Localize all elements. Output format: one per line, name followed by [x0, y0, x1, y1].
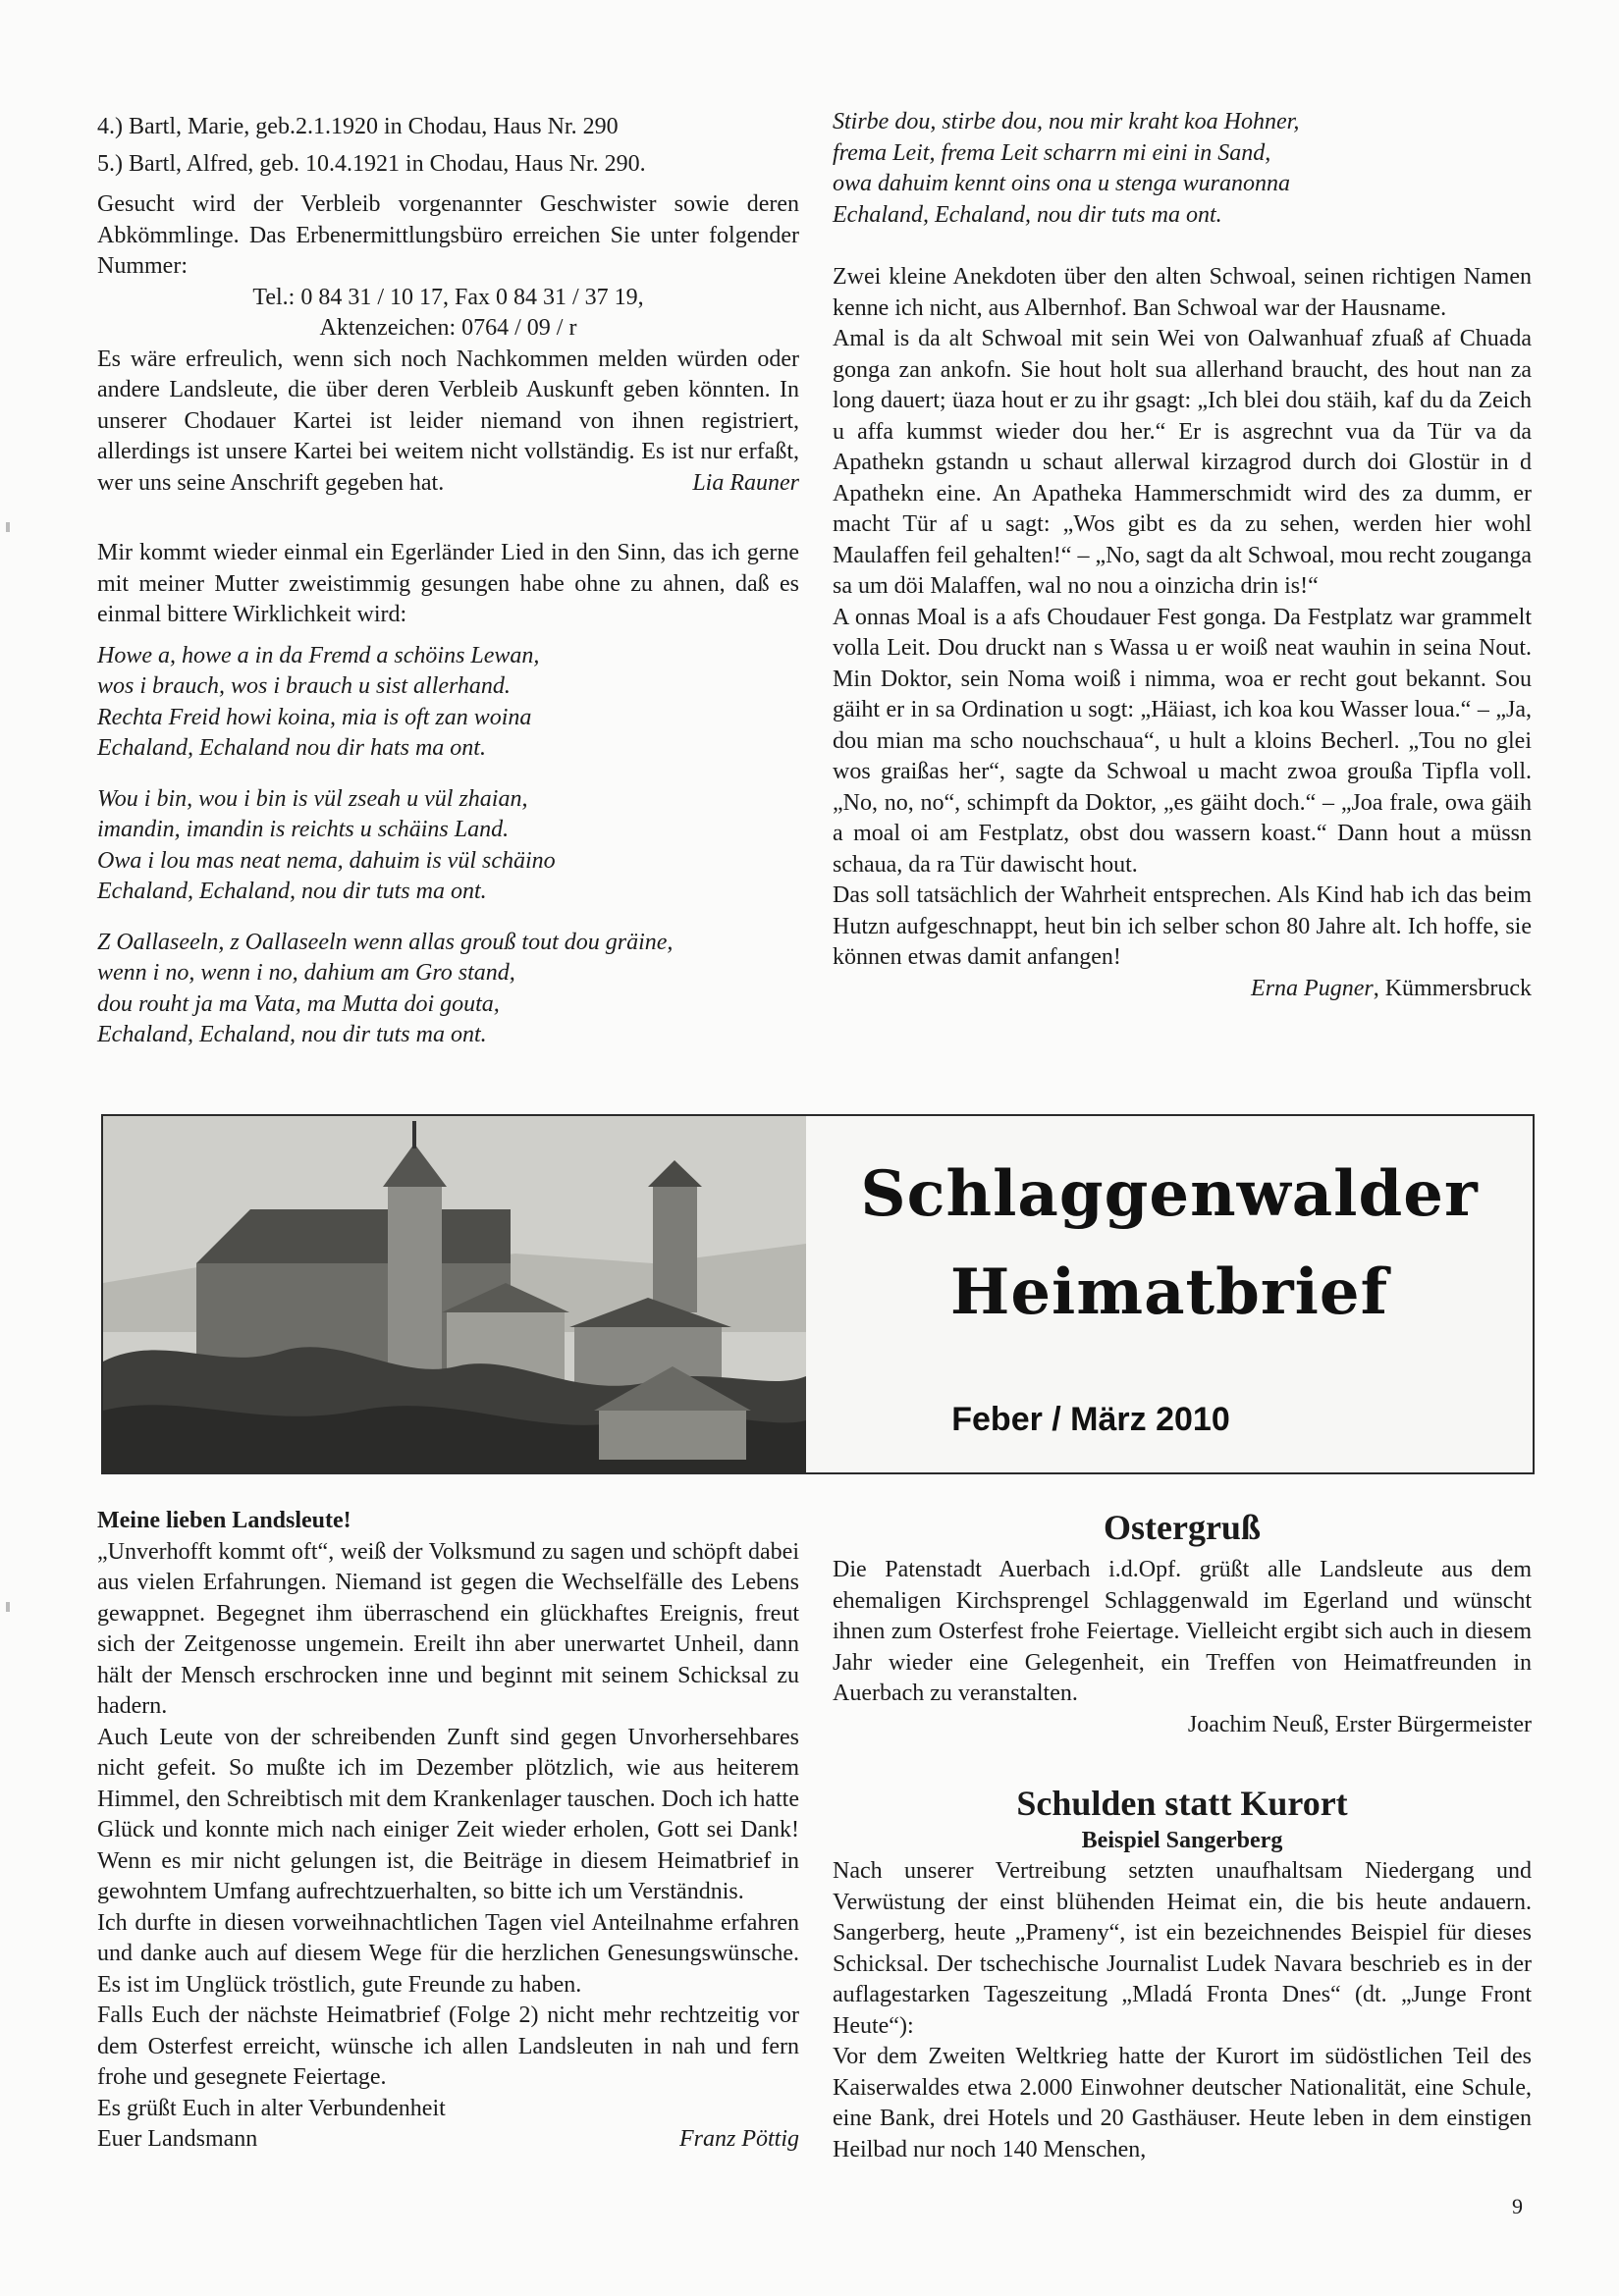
- section-heading: Ostergruß: [1104, 1508, 1261, 1547]
- verse-line: wos i brauch, wos i brauch u sist allerhand.: [97, 673, 511, 699]
- author-signature: Joachim Neuß, Erster Bürgermeister: [1187, 1711, 1532, 1737]
- paragraph: Falls Euch der nächste Heimatbrief (Folge 2) nicht mehr rechtzeitig vor dem Osterfest erreicht, wünsche ich allen Landsleuten in nah und fern frohe und gesegnete Feiertage.: [97, 2002, 799, 2090]
- verse-line: wenn i no, wenn i no, dahium am Gro stand,: [97, 960, 515, 986]
- paragraph: Zwei kleine Anekdoten über den alten Schwoal, seinen richtigen Namen kenne ich nicht, aus Albernhof. Ban Schwoal war der Hausname.: [833, 264, 1532, 321]
- file-reference: Aktenzeichen: 0764 / 09 / r: [319, 315, 577, 341]
- verse-line: Rechta Freid howi koina, mia is oft zan woina: [97, 704, 532, 730]
- verse-line: owa dahuim kennt oins ona u stenga wuranonna: [833, 171, 1290, 196]
- verse-line: Owa i lou mas neat nema, dahuim is vül schäino: [97, 847, 556, 874]
- paragraph: Nach unserer Vertreibung setzten unaufhaltsam Niedergang und Verwüstung der einst blühenden Heimat ein, die bis heute andauern. Sangerberg, heute „Prameny“, ist ein bezeichnendes Beispiel für dieses Schicksal. Der tschechische Journalist Ludek Navara beschrieb es in der auflagestarken Tageszeitung „Mladá Fronta Dnes“ (dt. „Junge Front Heute“):: [833, 1858, 1532, 2039]
- greeting: Meine lieben Landsleute!: [97, 1508, 351, 1533]
- verse-line: Echaland, Echaland, nou dir tuts ma ont.: [97, 1022, 487, 1047]
- paragraph: A onnas Moal is a afs Choudauer Fest gonga. Da Festplatz war grammelt volla Leit. Dou druckt nan s Wassa u er woiß neat wauhin in seina Nout. Min Doktor, sein Noma woiß i nimma, woa er recht gout bekannt. Sou gäiht er in sa Ordination u sogt: „Häiast, ich koa kou Wasser loua.“ – „Ja, dou mian ma scho nouchschaua“, u hult a kloins Becherl. „Tou no glei wos graißas her“, sagte da Schwoal u macht zwoa groußa Tipfla voll. „No, no, no“, schimpft da Doktor, „es gäiht doch.“ – „Joa frale, owa gäih a moal oi am Festplatz, obst dou wassern koast.“ Dann hout a müssn schaua, da ra Tür dawischt hout.: [833, 604, 1532, 878]
- paragraph: „Unverhofft kommt oft“, weiß der Volksmund zu sagen und schöpft dabei aus vielen Erfahrungen. Niemand ist gegen die Wechselfälle des Lebens gewappnet. Begegnet ihm überraschend ein glückhaftes Ereignis, freut sich der Zeitgenosse ungemein. Ereilt ihn aber unerwartet Unheil, dann hält der Mensch erschrocken inne und beginnt mit seinem Schicksal zu hadern.: [97, 1538, 799, 1719]
- right-top-column: [833, 107, 1532, 1004]
- church-town-image: [103, 1116, 806, 1472]
- author-signature: Franz Pöttig: [678, 2126, 799, 2152]
- telephone-line: Tel.: 0 84 31 / 10 17, Fax 0 84 31 / 37 19,: [252, 284, 644, 310]
- left-bottom-column: [97, 1506, 799, 2156]
- paragraph: Mir kommt wieder einmal ein Egerländer Lied in den Sinn, das ich gerne mit meiner Mutter zweistimmig gesungen habe ohne zu ahnen, daß es einmal bittere Wirklichkeit wird:: [97, 540, 799, 627]
- verse-line: dou rouht ja ma Vata, ma Mutta doi gouta,: [97, 990, 500, 1017]
- list-item: 4.) Bartl, Marie, geb.2.1.1920 in Chodau, Haus Nr. 290: [97, 114, 619, 139]
- song-verse-4: [833, 107, 1532, 231]
- masthead-title-line1: Schlaggenwalder: [860, 1157, 1479, 1231]
- paragraph: Ich durfte in diesen vorweihnachtlichen Tagen viel Anteilnahme erfahren und danke auch auf diesem Wege für die herzlichen Genesungswünsche. Es ist im Unglück tröstlich, gute Freunde zu haben.: [97, 1909, 799, 1998]
- verse-line: Echaland, Echaland, nou dir tuts ma ont.: [833, 201, 1222, 228]
- song-verse-1: [97, 641, 799, 765]
- paragraph: Das soll tatsächlich der Wahrheit entsprechen. Als Kind hab ich das beim Hutzn aufgeschnappt, heut bin ich selber schon 80 Jahre alt. Ich hoffe, sie können etwas damit anfangen!: [833, 882, 1532, 970]
- scan-mark: [6, 1602, 10, 1612]
- masthead-title-area: [806, 1116, 1533, 1472]
- section-subheading: Beispiel Sangerberg: [1081, 1828, 1283, 1853]
- search-notice: Gesucht wird der Verbleib vorgenannter Geschwister sowie deren Abkömmlinge. Das Erbenermittlungsbüro erreichen Sie unter folgender Nummer:: [97, 191, 799, 279]
- paragraph: Vor dem Zweiten Weltkrieg hatte der Kurort im südöstlichen Teil des Kaiserwaldes etwa 2.000 Einwohner deutscher Nationalität, eine Schule, eine Bank, drei Hotels und 20 Gasthäuser. Heute leben in dem einstigen Heilbad nur noch 140 Menschen,: [833, 2044, 1532, 2163]
- paragraph: Die Patenstadt Auerbach i.d.Opf. grüßt alle Landsleute aus dem ehemaligen Kirchsprengel Schlaggenwald im Egerland und wünscht ihnen zum Osterfest frohe Feiertage. Vielleicht ergibt sich auch in diesem Jahr wieder eine Gelegenheit, ein Treffen von Heimatfreunden in Auerbach zu veranstalten.: [833, 1557, 1532, 1706]
- verse-line: Howe a, howe a in da Fremd a schöins Lewan,: [97, 642, 540, 668]
- section-heading: Schulden statt Kurort: [1016, 1784, 1348, 1823]
- closing-line: Euer Landsmann: [97, 2126, 258, 2152]
- paragraph: Auch Leute von der schreibenden Zunft sind gegen Unvorhersehbares nicht gefeit. So mußte ich im Dezember plötzlich, wie aus heiterem Himmel, den Schreibtisch mit dem Krankenlager tauschen. Doch ich hatte Glück und konnte mich nach einiger Zeit wieder erholen, Gott sei Dank! Wenn es mir nicht gelungen ist, die Beiträge in diesem Heimatbrief in gewohntem Umfang aufrechtzuerhalten, so bitte ich um Verständnis.: [97, 1724, 799, 1904]
- paragraph: Es wäre erfreulich, wenn sich noch Nachkommen melden würden oder andere Landsleute, die über deren Verbleib Auskunft geben könnten. In unserer Chodauer Kartei ist leider niemand von ihnen registriert, allerdings ist unsere Kartei bei weitem nicht vollständig. Es ist nur erfaßt, wer uns seine Anschrift gegeben hat.: [97, 346, 799, 496]
- song-verse-3: [97, 928, 799, 1051]
- right-bottom-column: [833, 1506, 1532, 2165]
- author-place: , Kümmersbruck: [1373, 975, 1532, 1001]
- list-item: 5.) Bartl, Alfred, geb. 10.4.1921 in Chodau, Haus Nr. 290.: [97, 150, 646, 177]
- author-signature: [833, 974, 1532, 1005]
- author-signature: Lia Rauner: [692, 469, 799, 496]
- issue-date: Feber / März 2010: [951, 1401, 1230, 1438]
- town-photo: [103, 1116, 806, 1472]
- verse-line: frema Leit, frema Leit scharrn mi eini in Sand,: [833, 139, 1271, 166]
- left-top-column: [97, 112, 799, 1051]
- verse-line: Echaland, Echaland nou dir hats ma ont.: [97, 735, 486, 761]
- scan-mark: [6, 522, 10, 532]
- verse-line: Echaland, Echaland, nou dir tuts ma ont.: [97, 879, 487, 904]
- signature-row: [97, 2124, 799, 2156]
- closing-line: Es grüßt Euch in alter Verbundenheit: [97, 2095, 446, 2121]
- author-name: Erna Pugner: [1251, 975, 1374, 1001]
- masthead-title-line2: Heimatbrief: [949, 1255, 1389, 1329]
- verse-line: Stirbe dou, stirbe dou, nou mir kraht koa Hohner,: [833, 109, 1300, 134]
- paragraph: Amal is da alt Schwoal mit sein Wei von Oalwanhuaf zfuaß af Chuada gonga zan ankofn. Sie hout holt sua allerhand braucht, des hout nan za long dauert; üaza hout er zu ihr gsagt: „Ich blei dou stäih, kaf du da Zeich u affa kummst wieder dou her.“ Er is asgrechnt vua da Tür va da Apathekn gstandn u schaut allerwal kirzagrod durch doi Glostür in d Apathekn eine. An Apatheka Hammerschmidt wird des za dumm, er macht Tür af u sagt: „Wos gibt es da zu sehen, werden hier wohl Maulaffen feil gehalten!“ – „No, sagt da alt Schwoal, mou recht zouganga sa um döi Malaffen, wal no nou a oinzicha drin is!“: [833, 326, 1532, 599]
- masthead-banner: [101, 1114, 1535, 1474]
- verse-line: Z Oallaseeln, z Oallaseeln wenn allas grouß tout dou gräine,: [97, 929, 674, 955]
- song-verse-2: [97, 784, 799, 908]
- page-number: 9: [1512, 2194, 1523, 2218]
- verse-line: imandin, imandin is reichts u schäins Land.: [97, 817, 510, 842]
- verse-line: Wou i bin, wou i bin is vül zseah u vül zhaian,: [97, 785, 528, 812]
